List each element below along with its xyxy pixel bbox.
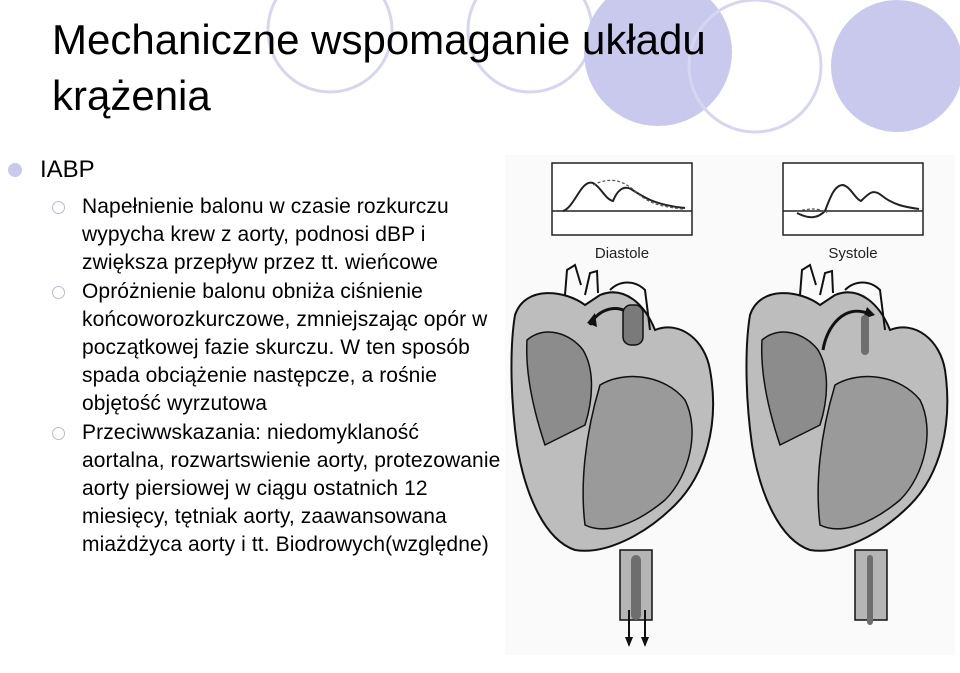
main-bullet [6,156,95,184]
sub-bullet [52,278,502,419]
systole-label: Systole [828,245,878,262]
slide-title: Mechaniczne wspomaganie układu krążenia [52,16,706,119]
deco-disc-2 [831,0,960,132]
sub-bullet-text: Opróżnienie balonu obniża ciśnienie końcoworozkurczowe, zmniejszając opór w początkowej fazie skurczu. W ten sposób spada obciążenie następcze, a rośnie objętość wyrzutowa [82,279,488,416]
systole-waveform [783,163,923,235]
ring-bullet-icon [52,427,65,440]
diastole-waveform [552,163,692,235]
sub-bullet-text: Napełnienie balonu w czasie rozkurczu wypycha krew z aorty, podnosi dBP i zwiększa przepływ przez tt. wieńcowe [82,195,449,275]
main-bullet-text: IABP [40,156,95,183]
ring-bullet-icon [52,286,65,299]
iabp-illustration [505,155,955,655]
sub-bullet-list [52,193,502,560]
sub-bullet [52,419,502,560]
ring-bullet-icon [52,201,65,214]
sub-bullet [52,193,502,278]
sub-bullet-text: Przeciwwskazania: niedomyklaność aortalna, rozwartswienie aorty, protezowanie aorty piersiowej w ciągu ostatnich 12 miesięcy, tętniak aorty, zaawansowana miażdżyca aorty i tt. Biodrowych(względne) [82,420,501,557]
bullet-dot-icon [8,163,22,177]
diastole-label: Diastole [594,245,650,262]
